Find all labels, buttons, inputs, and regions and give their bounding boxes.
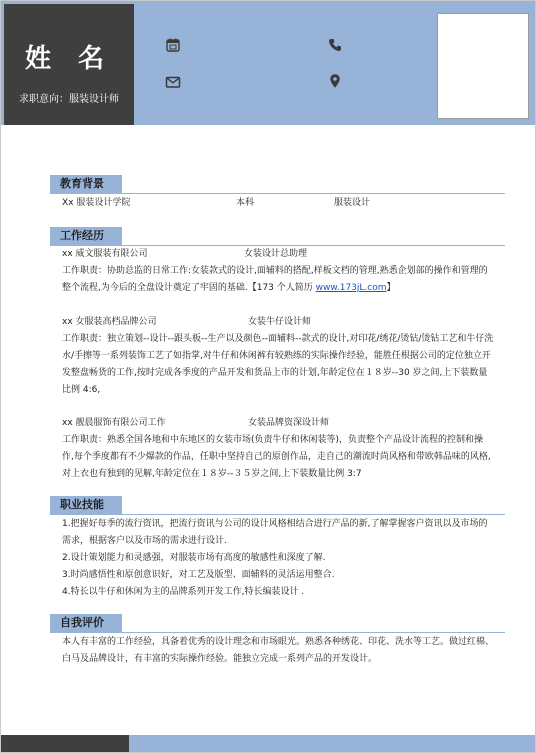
job-company: xx 女服装高档品牌公司	[62, 317, 157, 327]
degree: 本科	[236, 198, 255, 208]
job-description: 工作职责：独立策划--设计--跟头板--生产以及颜色--面辅料--款式的设计,对印花/绣花/烫钻/烫钻工艺和牛仔洗水/手擦等一系列装饰工艺了如指掌,对牛仔和休闲裤有较熟练的实际操作经验，能胜任根据公司的定位独立开发整盘畅货的工作,按时完成各季度的产品开发和货品上市的计划,年龄定位在１８岁--30 岁之间,上下装数量比例 4:6,	[62, 334, 494, 395]
footer-accent-bar	[129, 735, 536, 753]
school-name: Xx 服装设计学院	[62, 198, 131, 208]
calendar-icon	[165, 37, 181, 53]
job-description	[62, 263, 494, 297]
job-company: xx 威文服装有限公司	[62, 249, 148, 259]
section-title: 自我评价	[50, 614, 122, 632]
section-self-eval	[50, 614, 505, 633]
phone-icon	[327, 37, 343, 53]
resume-site-link[interactable]: www.173jL.com	[315, 283, 387, 293]
self-eval-text: 本人有丰富的工作经验，具备着优秀的设计理念和市场眼光。熟悉各种绣花、印花、洗水等工艺。做过红棉、白马及品牌设计，有丰富的实际操作经验。能独立完成一系列产品的开发设计。	[62, 637, 495, 664]
job-position: 女装品牌资深设计师	[248, 418, 330, 428]
section-title: 教育背景	[50, 175, 122, 193]
job-desc-text: 工作职责：协助总监的日常工作:女装款式的设计,面辅料的搭配,样板文档的管理,熟悉企划部的操作和管理的整个流程,为今后的全盘设计奠定了牢固的基础.【173 个人简历	[62, 266, 488, 293]
job-objective: 求职意向：服装设计师	[19, 94, 119, 105]
photo-placeholder	[437, 13, 529, 119]
job-position: 女装牛仔设计师	[248, 317, 312, 327]
section-title: 职业技能	[50, 496, 122, 514]
section-skills	[50, 496, 505, 515]
candidate-name: 姓 名	[24, 44, 114, 74]
section-education	[50, 175, 505, 194]
job-company: xx 靓晨服饰有限公司工作	[62, 418, 166, 428]
location-icon	[327, 73, 343, 89]
section-experience	[50, 227, 505, 246]
skill-item: 4.特长以牛仔和休闲为主的品牌系列开发工作,特长编装设计 .	[62, 587, 305, 597]
footer-dark-bar	[1, 735, 129, 753]
job-description: 工作职责：熟悉全国各地和中东地区的女装市场(负责牛仔和休闲装等)，负责整个产品设计流程的控制和操作,每个季度都有不少爆款的作品，任职中坚持自己的原创作品，走自己的潮流时尚风格和带欧韩品味的风格,对上衣也有独到的见解,年龄定位在１８岁--３５岁之间,上下装数量比例 3:7	[62, 435, 491, 479]
skill-item: 3.时尚感悟性和原创意识好，对工艺及版型、面辅料的灵活运用整合.	[62, 570, 335, 580]
job-desc-tail: 】	[386, 283, 396, 293]
job-position: 女装设计总助理	[244, 249, 308, 259]
skill-item: 1.把握好每季的流行资讯，把流行资讯与公司的设计风格相结合进行产品的新,了解掌握客户资讯以及市场的需求，根据客户以及市场的需求进行设计.	[62, 519, 488, 546]
major: 服装设计	[334, 198, 371, 208]
skill-item: 2.设计策划能力和灵感强，对服装市场有高度的敏感性和深度了解.	[62, 553, 326, 563]
name-box	[4, 4, 134, 125]
mail-icon	[165, 74, 181, 90]
skills-list	[62, 516, 494, 601]
section-title: 工作经历	[50, 227, 122, 245]
